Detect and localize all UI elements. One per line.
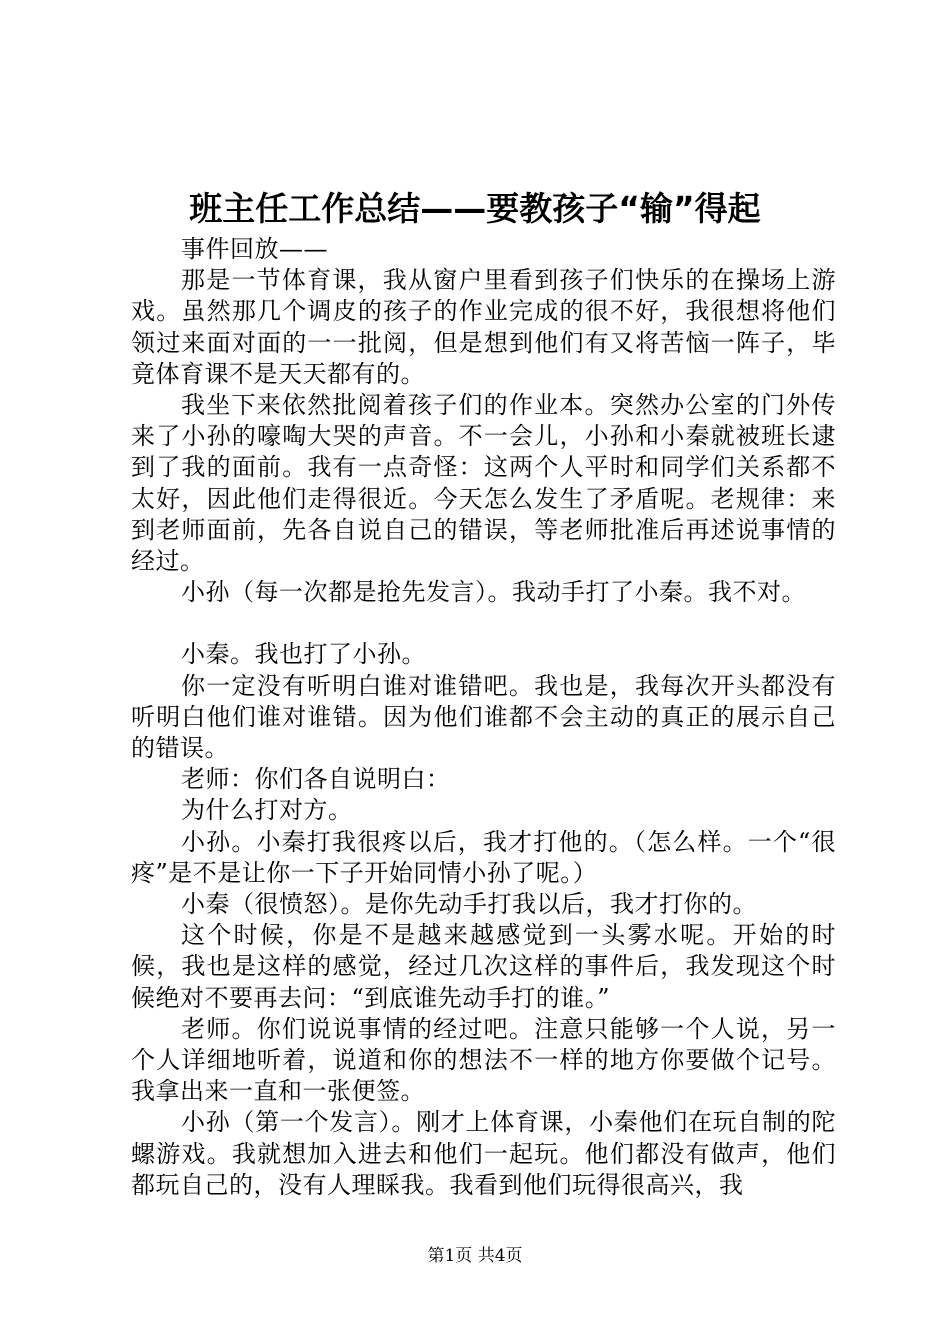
page-footer: 第1页 共4页 bbox=[427, 1246, 523, 1266]
document-title: 班主任工作总结——要教孩子“输”得起 bbox=[189, 189, 761, 228]
paragraph: 小孙（每一次都是抢先发言）。我动手打了小秦。我不对。 bbox=[181, 578, 806, 607]
paragraph: 为什么打对方。 bbox=[181, 796, 353, 825]
paragraph: 你一定没有听明白谁对谁错吧。我也是，我每次开头都没有听明白他们谁对谁错。因为他们谁都不会主动的真正的展示自己的错误。 bbox=[131, 671, 836, 763]
paragraph: 小孙。小秦打我很疼以后，我才打他的。（怎么样。一个“很疼”是不是让你一下子开始同情小孙了呢。） bbox=[131, 827, 836, 887]
paragraph: 那是一节体育课，我从窗户里看到孩子们快乐的在操场上游戏。虽然那几个调皮的孩子的作业完成的很不好，我很想将他们领过来面对面的一一批阅，但是想到他们有又将苦恼一阵子，毕竟体育课不是天天都有的。 bbox=[131, 266, 836, 388]
paragraph: 小孙（第一个发言）。刚才上体育课，小秦他们在玩自制的陀螺游戏。我就想加入进去和他们一起玩。他们都没有做声，他们都玩自己的，没有人理睬我。我看到他们玩得很高兴，我 bbox=[131, 1108, 836, 1199]
paragraph: 老师。你们说说事情的经过吧。注意只能够一个人说，另一个人详细地听着，说道和你的想法不一样的地方你要做个记号。我拿出来一直和一张便签。 bbox=[131, 1014, 836, 1106]
paragraph: 老师：你们各自说明白： bbox=[181, 765, 451, 794]
paragraph: 事件回放—— bbox=[181, 235, 328, 263]
paragraph: 小秦（很愤怒）。是你先动手打我以后，我才打你的。 bbox=[181, 890, 757, 919]
document-body bbox=[131, 234, 836, 1201]
blank-line bbox=[131, 608, 836, 639]
paragraph: 小秦。我也打了小孙。 bbox=[181, 640, 426, 669]
paragraph: 我坐下来依然批阅着孩子们的作业本。突然办公室的门外传来了小孙的嚎啕大哭的声音。不一会儿，小孙和小秦就被班长逮到了我的面前。我有一点奇怪：这两个人平时和同学们关系都不太好，因此他们走得很近。今天怎么发生了矛盾呢。老规律：来到老师面前，先各自说自己的错误，等老师批准后再述说事情的经过。 bbox=[131, 391, 836, 576]
paragraph: 这个时候，你是不是越来越感觉到一头雾水呢。开始的时候，我也是这样的感觉，经过几次这样的事件后，我发现这个时候绝对不要再去问：“到底谁先动手打的谁。” bbox=[131, 921, 836, 1012]
